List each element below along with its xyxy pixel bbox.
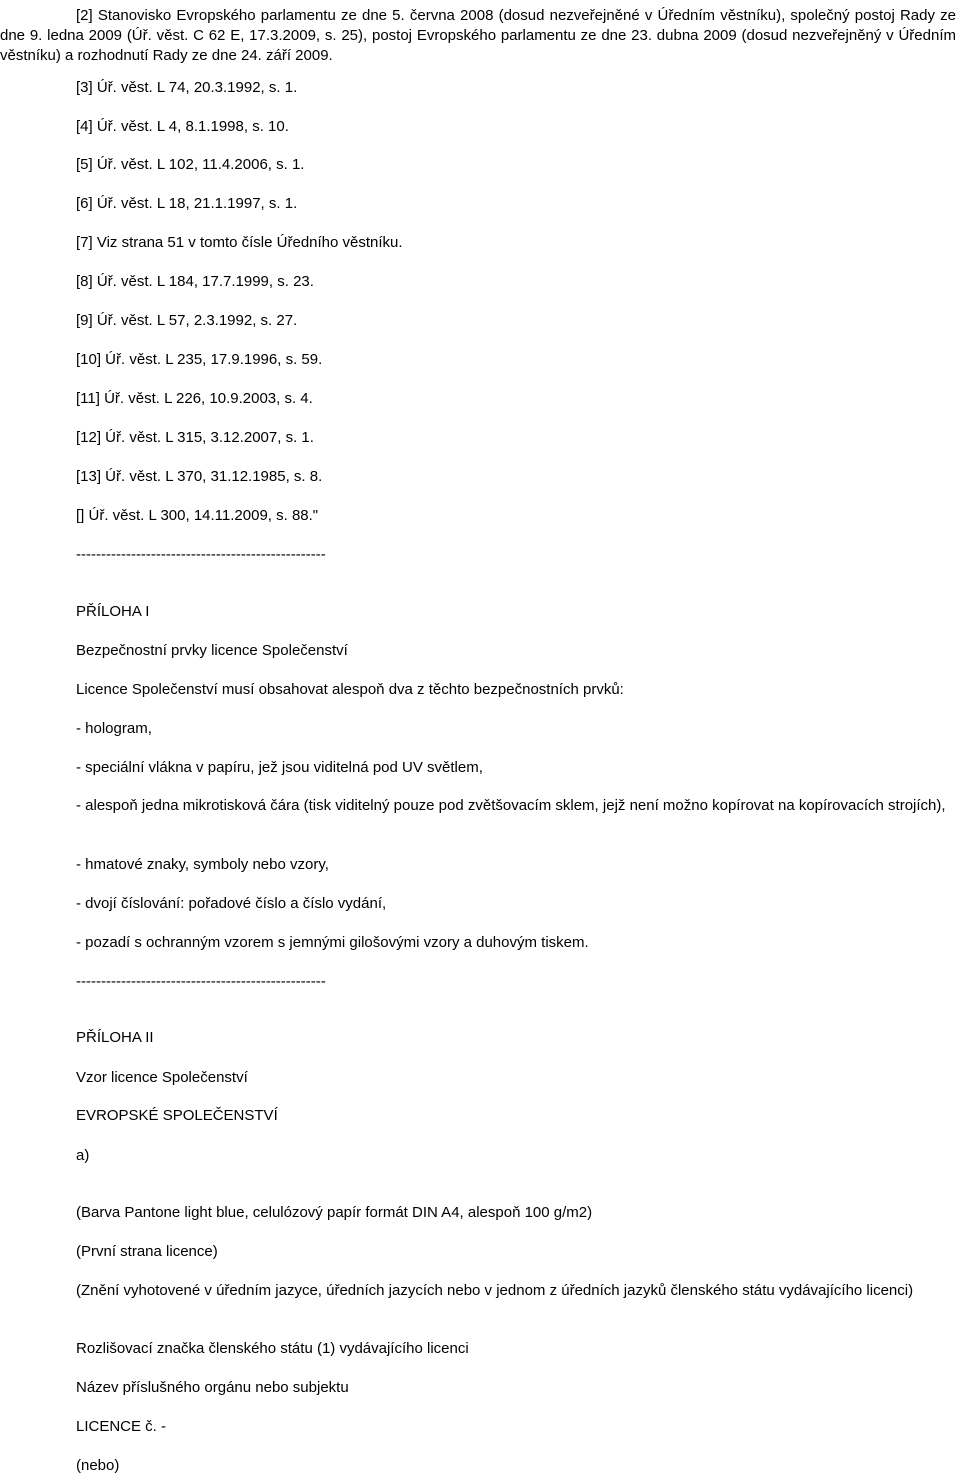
footnote-7: [7] Viz strana 51 v tomto čísle Úředního věstníku.	[76, 234, 403, 251]
annex-2-member-state-mark: Rozlišovací značka členského státu (1) vydávajícího licenci	[76, 1340, 469, 1357]
footnote-13: [13] Úř. věst. L 370, 31.12.1985, s. 8.	[76, 468, 323, 485]
separator-2: --------------------------------------------------	[76, 973, 326, 990]
annex-1-item-hologram: - hologram,	[76, 720, 152, 737]
annex-1-item-background: - pozadí s ochranným vzorem s jemnými gilošovými vzory a duhovým tiskem.	[76, 934, 589, 951]
footnote-11: [11] Úř. věst. L 226, 10.9.2003, s. 4.	[76, 390, 313, 407]
annex-2-or: (nebo)	[76, 1457, 120, 1474]
annex-2-community: EVROPSKÉ SPOLEČENSTVÍ	[76, 1107, 278, 1124]
footnote-12: [12] Úř. věst. L 315, 3.12.2007, s. 1.	[76, 429, 314, 446]
footnote-4: [4] Úř. věst. L 4, 8.1.1998, s. 10.	[76, 118, 289, 135]
annex-2-first-page: (První strana licence)	[76, 1243, 218, 1260]
separator-1: --------------------------------------------------	[76, 546, 326, 563]
footnote-9: [9] Úř. věst. L 57, 2.3.1992, s. 27.	[76, 312, 298, 329]
footnote-3: [3] Úř. věst. L 74, 20.3.1992, s. 1.	[76, 79, 298, 96]
footnote-10: [10] Úř. věst. L 235, 17.9.1996, s. 59.	[76, 351, 323, 368]
annex-1-item-tactile: - hmatové znaky, symboly nebo vzory,	[76, 856, 329, 873]
annex-2-heading: PŘÍLOHA II	[76, 1029, 154, 1046]
annex-1-intro: Licence Společenství musí obsahovat alespoň dva z těchto bezpečnostních prvků:	[76, 681, 624, 698]
annex-1-item-microprint: - alespoň jedna mikrotisková čára (tisk viditelný pouze pod zvětšovacím sklem, jejž není možno kopírovat na kopírovacích strojích),	[76, 797, 946, 814]
annex-2-authority-name: Název příslušného orgánu nebo subjektu	[76, 1379, 349, 1396]
annex-2-title: Vzor licence Společenství	[76, 1069, 248, 1086]
footnote-last: [] Úř. věst. L 300, 14.11.2009, s. 88."	[76, 507, 319, 524]
annex-1-item-numbering: - dvojí číslování: pořadové číslo a číslo vydání,	[76, 895, 387, 912]
annex-1-heading: PŘÍLOHA I	[76, 603, 150, 620]
annex-2-language-note: (Znění vyhotovené v úředním jazyce, úředních jazycích nebo v jednom z úředních jazyků členského státu vydávajícího licenci)	[76, 1282, 914, 1299]
annex-1-title: Bezpečnostní prvky licence Společenství	[76, 642, 348, 659]
annex-2-licence-number: LICENCE č. -	[76, 1418, 167, 1435]
annex-2-paper-spec: (Barva Pantone light blue, celulózový papír formát DIN A4, alespoň 100 g/m2)	[76, 1204, 593, 1221]
intro-footnote-2: [2] Stanovisko Evropského parlamentu ze dne 5. června 2008 (dosud nezveřejněné v Úředním věstníku), společný postoj Rady ze dne 9. ledna 2009 (Úř. věst. C 62 E, 17.3.2009, s. 25), postoj Evropského parlamentu ze dne 23. dubna 2009 (dosud nezveřejněný v Úředním věstníku) a rozhodnutí Rady ze dne 24. září 2009.	[0, 7, 956, 64]
footnote-6: [6] Úř. věst. L 18, 21.1.1997, s. 1.	[76, 195, 298, 212]
footnote-8: [8] Úř. věst. L 184, 17.7.1999, s. 23.	[76, 273, 314, 290]
footnote-5: [5] Úř. věst. L 102, 11.4.2006, s. 1.	[76, 156, 305, 173]
annex-2-item-a: a)	[76, 1147, 90, 1164]
annex-1-item-uv-fibres: - speciální vlákna v papíru, jež jsou viditelná pod UV světlem,	[76, 759, 483, 776]
